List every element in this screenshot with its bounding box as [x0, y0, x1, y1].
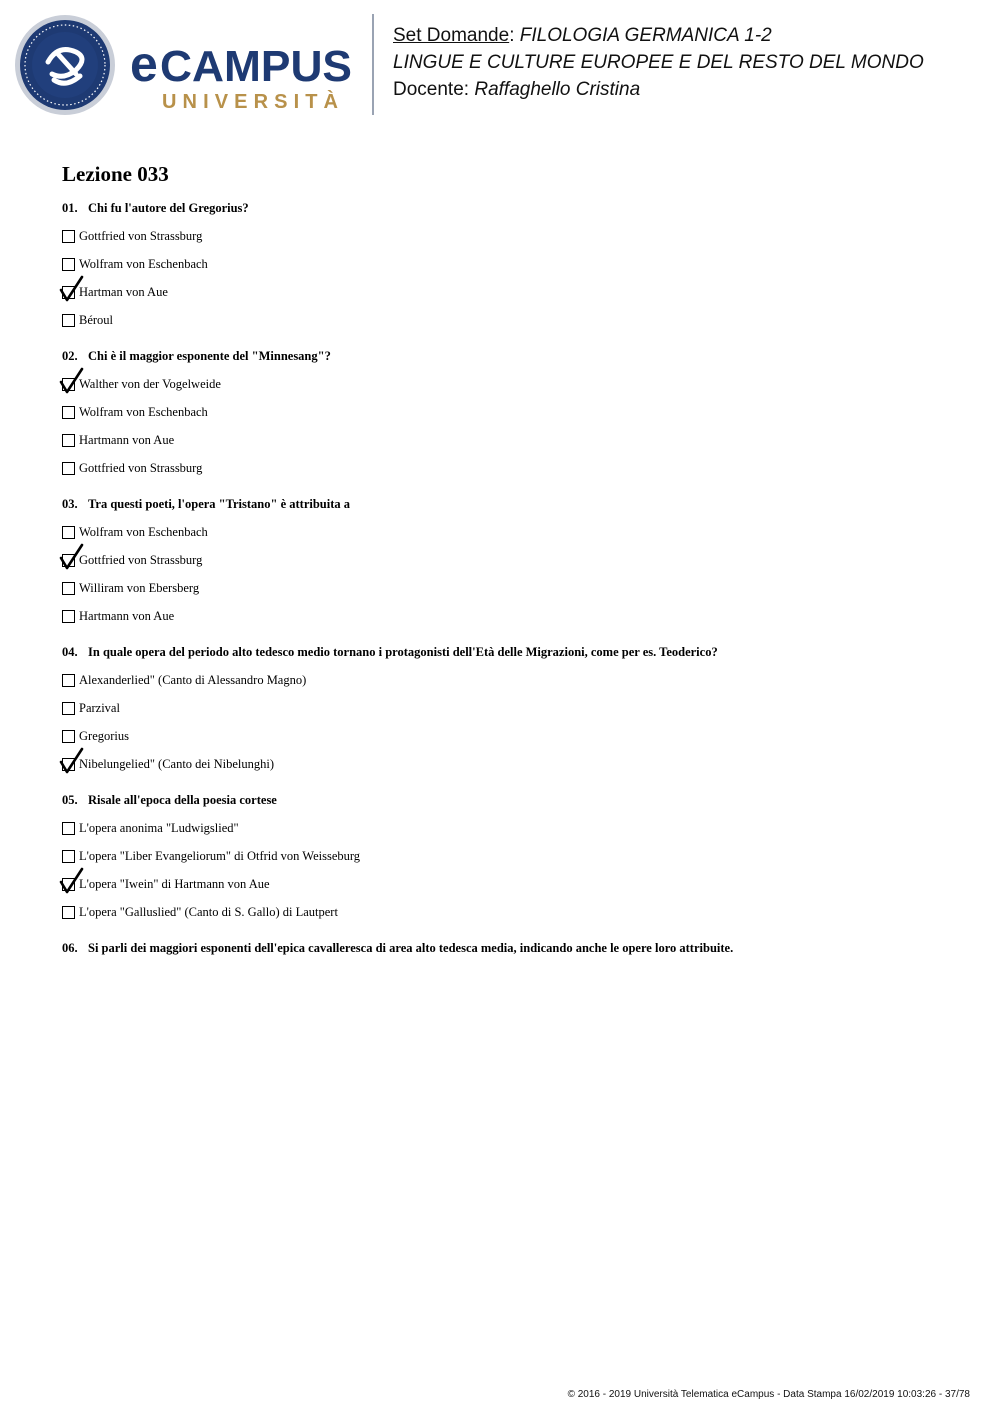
question-list	[62, 200, 962, 956]
answer-option[interactable]	[62, 842, 962, 870]
answer-text: Nibelungelied" (Canto dei Nibelunghi)	[79, 757, 274, 771]
checkbox[interactable]	[62, 258, 75, 271]
answer-text: Parzival	[79, 701, 120, 715]
teacher-value: Raffaghello Cristina	[474, 79, 641, 100]
answer-text: Alexanderlied" (Canto di Alessandro Magno)	[79, 673, 307, 687]
answer-option[interactable]	[62, 370, 962, 398]
checkmark-icon	[60, 748, 84, 774]
course-line	[393, 49, 924, 76]
checkbox[interactable]	[62, 730, 75, 743]
question-number: 05.	[62, 793, 78, 807]
answer-option[interactable]	[62, 722, 962, 750]
answer-option[interactable]	[62, 750, 962, 778]
logo-word-campus: CAMPUS	[160, 42, 352, 91]
question-3	[62, 496, 962, 630]
answer-option[interactable]	[62, 306, 962, 334]
checkbox-checked[interactable]	[62, 378, 75, 391]
question-text	[62, 792, 962, 808]
checkbox[interactable]	[62, 230, 75, 243]
checkbox[interactable]	[62, 702, 75, 715]
page-header	[0, 0, 1000, 130]
question-number: 02.	[62, 349, 78, 363]
header-divider	[372, 14, 374, 115]
answer-option[interactable]	[62, 250, 962, 278]
checkbox[interactable]	[62, 406, 75, 419]
answer-text: Williram von Ebersberg	[79, 581, 200, 595]
checkbox[interactable]	[62, 462, 75, 475]
checkbox[interactable]	[62, 434, 75, 447]
question-label: In quale opera del periodo alto tedesco medio tornano i protagonisti dell'Età delle Migrazioni, come per es. Teoderico?	[88, 645, 718, 659]
question-text	[62, 644, 962, 660]
question-6	[62, 940, 962, 956]
checkbox[interactable]	[62, 674, 75, 687]
checkbox-checked[interactable]	[62, 286, 75, 299]
lesson-title: Lezione 033	[62, 162, 169, 186]
checkmark-icon	[60, 368, 84, 394]
logo-word-e: e	[130, 36, 158, 92]
answer-option[interactable]	[62, 546, 962, 574]
checkmark-icon	[60, 544, 84, 570]
question-label: Chi è il maggior esponente del "Minnesang"?	[88, 349, 331, 363]
checkbox[interactable]	[62, 582, 75, 595]
answer-text: Gregorius	[79, 729, 129, 743]
checkbox-checked[interactable]	[62, 878, 75, 891]
question-label: Tra questi poeti, l'opera "Tristano" è attribuita a	[88, 497, 351, 511]
answer-text: L'opera "Iwein" di Hartmann von Aue	[79, 877, 270, 891]
question-4	[62, 644, 962, 778]
answer-option[interactable]	[62, 454, 962, 482]
answer-option[interactable]	[62, 426, 962, 454]
answer-text: L'opera "Liber Evangeliorum" di Otfrid von Weisseburg	[79, 849, 361, 863]
answer-text: Béroul	[79, 313, 114, 327]
checkmark-icon	[60, 868, 84, 894]
checkmark-icon	[60, 276, 84, 302]
question-number: 03.	[62, 497, 78, 511]
answer-option[interactable]	[62, 574, 962, 602]
checkbox[interactable]	[62, 610, 75, 623]
lesson-content	[62, 160, 962, 962]
set-value: FILOLOGIA GERMANICA 1-2	[519, 25, 772, 46]
question-text	[62, 940, 962, 956]
answer-text: Wolfram von Eschenbach	[79, 257, 208, 271]
answer-text: Hartmann von Aue	[79, 609, 175, 623]
checkbox[interactable]	[62, 526, 75, 539]
answer-option[interactable]	[62, 278, 962, 306]
set-line: Set Domande: FILOLOGIA GERMANICA 1-2	[393, 25, 772, 46]
question-text	[62, 200, 962, 216]
checkbox[interactable]	[62, 822, 75, 835]
answer-option[interactable]	[62, 898, 962, 926]
teacher-line: Docente: Raffaghello Cristina	[393, 79, 641, 100]
question-2	[62, 348, 962, 482]
page-footer: © 2016 - 2019 Università Telematica eCampus - Data Stampa 16/02/2019 10:03:26 - 37/78	[567, 1389, 970, 1400]
answer-text: Gottfried von Strassburg	[79, 229, 203, 243]
logo-word-universita: UNIVERSITÀ	[162, 91, 338, 113]
answer-option[interactable]	[62, 870, 962, 898]
teacher-label: Docente	[393, 79, 464, 100]
question-label: Si parli dei maggiori esponenti dell'epica cavalleresca di area alto tedesca media, indicando anche le opere loro attribuite.	[88, 941, 734, 955]
set-label: Set Domande	[393, 25, 510, 46]
course-name: LINGUE E CULTURE EUROPEE E DEL RESTO DEL MONDO	[393, 52, 924, 73]
answer-option[interactable]	[62, 398, 962, 426]
answer-option[interactable]	[62, 694, 962, 722]
answer-option[interactable]	[62, 666, 962, 694]
ecampus-logo	[14, 14, 359, 116]
answer-option[interactable]	[62, 222, 962, 250]
question-1	[62, 200, 962, 334]
answer-text: Gottfried von Strassburg	[79, 461, 203, 475]
question-text	[62, 348, 962, 364]
question-label: Chi fu l'autore del Gregorius?	[88, 201, 249, 215]
answer-text: Walther von der Vogelweide	[79, 377, 221, 391]
answer-text: Wolfram von Eschenbach	[79, 405, 208, 419]
question-5	[62, 792, 962, 926]
answer-text: Hartman von Aue	[79, 285, 168, 299]
checkbox-checked[interactable]	[62, 554, 75, 567]
question-number: 04.	[62, 645, 78, 659]
answer-text: L'opera "Galluslied" (Canto di S. Gallo) di Lautpert	[79, 905, 338, 919]
checkbox[interactable]	[62, 906, 75, 919]
checkbox-checked[interactable]	[62, 758, 75, 771]
answer-option[interactable]	[62, 602, 962, 630]
question-number: 01.	[62, 201, 78, 215]
checkbox[interactable]	[62, 314, 75, 327]
answer-option[interactable]	[62, 814, 962, 842]
question-number: 06.	[62, 941, 78, 955]
answer-text: Wolfram von Eschenbach	[79, 525, 208, 539]
answer-option[interactable]	[62, 518, 962, 546]
answer-text: Hartmann von Aue	[79, 433, 175, 447]
answer-text: Gottfried von Strassburg	[79, 553, 203, 567]
answer-text: L'opera anonima "Ludwigslied"	[79, 821, 239, 835]
question-text	[62, 496, 962, 512]
checkbox[interactable]	[62, 850, 75, 863]
question-label: Risale all'epoca della poesia cortese	[88, 793, 277, 807]
header-info	[393, 22, 924, 103]
